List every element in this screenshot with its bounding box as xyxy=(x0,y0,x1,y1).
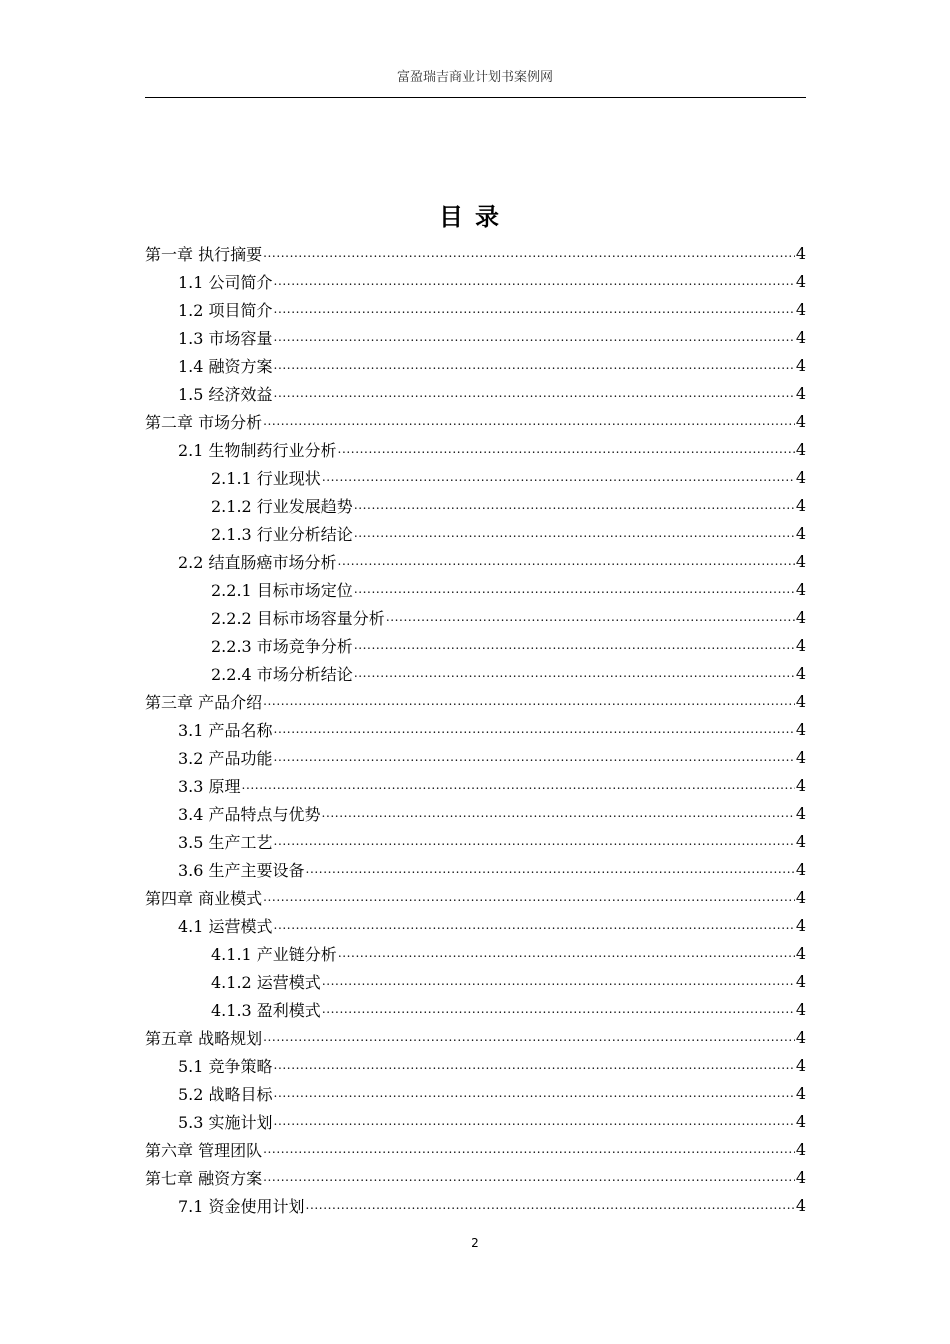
dot-leader xyxy=(263,1169,795,1191)
toc-entry-page: 4 xyxy=(795,859,806,879)
dot-leader xyxy=(263,693,795,715)
dot-leader xyxy=(274,357,795,379)
toc-entry-label: 3.3 原理 xyxy=(178,776,241,796)
toc-entry-page: 4 xyxy=(795,915,806,935)
toc-entry[interactable] xyxy=(145,1163,806,1191)
toc-entry-page: 4 xyxy=(795,971,806,991)
toc-entry-page: 4 xyxy=(795,1195,806,1215)
toc-entry[interactable] xyxy=(145,1191,806,1219)
toc-entry-label: 5.1 竞争策略 xyxy=(178,1056,273,1076)
toc-entry[interactable] xyxy=(145,1023,806,1051)
dot-leader xyxy=(338,441,795,463)
toc-entry-page: 4 xyxy=(795,803,806,823)
toc-entry[interactable] xyxy=(145,827,806,855)
toc-entry-page: 4 xyxy=(795,1167,806,1187)
toc-entry[interactable] xyxy=(145,715,806,743)
toc-entry[interactable] xyxy=(145,351,806,379)
toc-entry-label: 4.1.1 产业链分析 xyxy=(211,944,337,964)
toc-entry[interactable] xyxy=(145,603,806,631)
dot-leader xyxy=(338,945,795,967)
dot-leader xyxy=(274,301,795,323)
dot-leader xyxy=(274,833,795,855)
toc-entry[interactable] xyxy=(145,547,806,575)
toc-entry-page: 4 xyxy=(795,439,806,459)
dot-leader xyxy=(242,777,795,799)
toc-entry-page: 4 xyxy=(795,719,806,739)
toc-entry-label: 2.1.3 行业分析结论 xyxy=(211,524,353,544)
toc-entry-label: 第五章 战略规划 xyxy=(145,1028,263,1048)
toc-entry-page: 4 xyxy=(795,887,806,907)
running-header: 富盈瑞吉商业计划书案例网 xyxy=(396,70,553,85)
toc-entry-label: 1.4 融资方案 xyxy=(178,356,273,376)
toc-entry-page: 4 xyxy=(795,1027,806,1047)
dot-leader xyxy=(338,553,795,575)
dot-leader xyxy=(274,721,795,743)
dot-leader xyxy=(274,385,795,407)
toc-entry-page: 4 xyxy=(795,299,806,319)
toc-entry[interactable] xyxy=(145,631,806,659)
toc-entry-page: 4 xyxy=(795,1055,806,1075)
toc-entry-label: 第七章 融资方案 xyxy=(145,1168,263,1188)
toc-entry[interactable] xyxy=(145,799,806,827)
dot-leader xyxy=(274,1085,795,1107)
table-of-contents xyxy=(145,239,806,1219)
toc-entry[interactable] xyxy=(145,1135,806,1163)
toc-entry-page: 4 xyxy=(795,495,806,515)
toc-entry[interactable] xyxy=(145,743,806,771)
dot-leader xyxy=(354,637,795,659)
toc-entry[interactable] xyxy=(145,519,806,547)
dot-leader xyxy=(322,1001,795,1023)
toc-title: 目录 xyxy=(439,203,511,231)
toc-entry-label: 1.2 项目简介 xyxy=(178,300,273,320)
toc-entry-label: 2.2.1 目标市场定位 xyxy=(211,580,353,600)
toc-entry-page: 4 xyxy=(795,663,806,683)
toc-entry[interactable] xyxy=(145,407,806,435)
dot-leader xyxy=(354,525,795,547)
toc-entry-page: 4 xyxy=(795,355,806,375)
dot-leader xyxy=(354,665,795,687)
toc-entry-page: 4 xyxy=(795,1111,806,1131)
toc-entry-page: 4 xyxy=(795,635,806,655)
header-divider xyxy=(145,97,806,98)
toc-entry-label: 4.1.2 运营模式 xyxy=(211,972,321,992)
toc-entry-page: 4 xyxy=(795,1139,806,1159)
toc-entry-label: 1.5 经济效益 xyxy=(178,384,273,404)
toc-entry-page: 4 xyxy=(795,775,806,795)
dot-leader xyxy=(306,861,795,883)
toc-entry-page: 4 xyxy=(795,523,806,543)
dot-leader xyxy=(274,1113,795,1135)
toc-entry[interactable] xyxy=(145,939,806,967)
toc-entry-label: 第二章 市场分析 xyxy=(145,412,263,432)
toc-entry-label: 第三章 产品介绍 xyxy=(145,692,263,712)
toc-entry-label: 3.2 产品功能 xyxy=(178,748,273,768)
toc-entry-page: 4 xyxy=(795,607,806,627)
toc-entry[interactable] xyxy=(145,911,806,939)
toc-entry-label: 2.2 结直肠癌市场分析 xyxy=(178,552,337,572)
dot-leader xyxy=(274,329,795,351)
toc-entry[interactable] xyxy=(145,295,806,323)
dot-leader xyxy=(274,749,795,771)
dot-leader xyxy=(354,581,795,603)
toc-entry-page: 4 xyxy=(795,747,806,767)
toc-entry[interactable] xyxy=(145,855,806,883)
toc-entry-page: 4 xyxy=(795,271,806,291)
toc-entry-label: 2.1 生物制药行业分析 xyxy=(178,440,337,460)
dot-leader xyxy=(322,973,795,995)
dot-leader xyxy=(322,469,795,491)
toc-entry-page: 4 xyxy=(795,579,806,599)
toc-entry-label: 2.2.3 市场竞争分析 xyxy=(211,636,353,656)
toc-entry-label: 7.1 资金使用计划 xyxy=(178,1196,305,1216)
toc-entry-label: 1.3 市场容量 xyxy=(178,328,273,348)
toc-entry[interactable] xyxy=(145,883,806,911)
dot-leader xyxy=(274,917,795,939)
toc-entry-label: 3.5 生产工艺 xyxy=(178,832,273,852)
dot-leader xyxy=(306,1197,795,1219)
toc-entry-label: 第一章 执行摘要 xyxy=(145,244,263,264)
toc-entry-page: 4 xyxy=(795,383,806,403)
toc-entry-label: 2.2.2 目标市场容量分析 xyxy=(211,608,385,628)
toc-entry[interactable] xyxy=(145,995,806,1023)
dot-leader xyxy=(263,1141,795,1163)
toc-entry-page: 4 xyxy=(795,327,806,347)
toc-entry-label: 第四章 商业模式 xyxy=(145,888,263,908)
toc-entry-label: 2.1.1 行业现状 xyxy=(211,468,321,488)
toc-entry-label: 2.1.2 行业发展趋势 xyxy=(211,496,353,516)
toc-entry[interactable] xyxy=(145,575,806,603)
toc-entry-label: 3.1 产品名称 xyxy=(178,720,273,740)
dot-leader xyxy=(322,805,795,827)
toc-entry[interactable] xyxy=(145,967,806,995)
dot-leader xyxy=(274,273,795,295)
toc-entry[interactable] xyxy=(145,323,806,351)
dot-leader xyxy=(263,1029,795,1051)
toc-entry[interactable] xyxy=(145,1079,806,1107)
toc-entry-label: 3.4 产品特点与优势 xyxy=(178,804,321,824)
dot-leader xyxy=(354,497,795,519)
toc-entry-page: 4 xyxy=(795,551,806,571)
toc-entry-page: 4 xyxy=(795,243,806,263)
toc-entry-page: 4 xyxy=(795,943,806,963)
toc-entry-page: 4 xyxy=(795,411,806,431)
dot-leader xyxy=(263,889,795,911)
toc-entry-page: 4 xyxy=(795,467,806,487)
toc-entry[interactable] xyxy=(145,463,806,491)
toc-entry[interactable] xyxy=(145,771,806,799)
dot-leader xyxy=(386,609,795,631)
toc-entry[interactable] xyxy=(145,1051,806,1079)
toc-entry-page: 4 xyxy=(795,1083,806,1103)
toc-entry[interactable] xyxy=(145,491,806,519)
toc-entry[interactable] xyxy=(145,1107,806,1135)
toc-entry[interactable] xyxy=(145,239,806,267)
toc-entry[interactable] xyxy=(145,379,806,407)
toc-entry-label: 第六章 管理团队 xyxy=(145,1140,263,1160)
toc-entry-label: 5.2 战略目标 xyxy=(178,1084,273,1104)
dot-leader xyxy=(263,245,795,267)
page-number: 2 xyxy=(471,1236,479,1250)
toc-entry[interactable] xyxy=(145,659,806,687)
toc-entry-label: 5.3 实施计划 xyxy=(178,1112,273,1132)
toc-entry-label: 3.6 生产主要设备 xyxy=(178,860,305,880)
toc-entry-label: 1.1 公司简介 xyxy=(178,272,273,292)
dot-leader xyxy=(263,413,795,435)
toc-entry-label: 4.1.3 盈利模式 xyxy=(211,1000,321,1020)
toc-entry-label: 2.2.4 市场分析结论 xyxy=(211,664,353,684)
toc-entry-label: 4.1 运营模式 xyxy=(178,916,273,936)
toc-entry-page: 4 xyxy=(795,691,806,711)
toc-entry-page: 4 xyxy=(795,999,806,1019)
toc-entry-page: 4 xyxy=(795,831,806,851)
toc-entry[interactable] xyxy=(145,435,806,463)
dot-leader xyxy=(274,1057,795,1079)
toc-entry[interactable] xyxy=(145,687,806,715)
toc-entry[interactable] xyxy=(145,267,806,295)
